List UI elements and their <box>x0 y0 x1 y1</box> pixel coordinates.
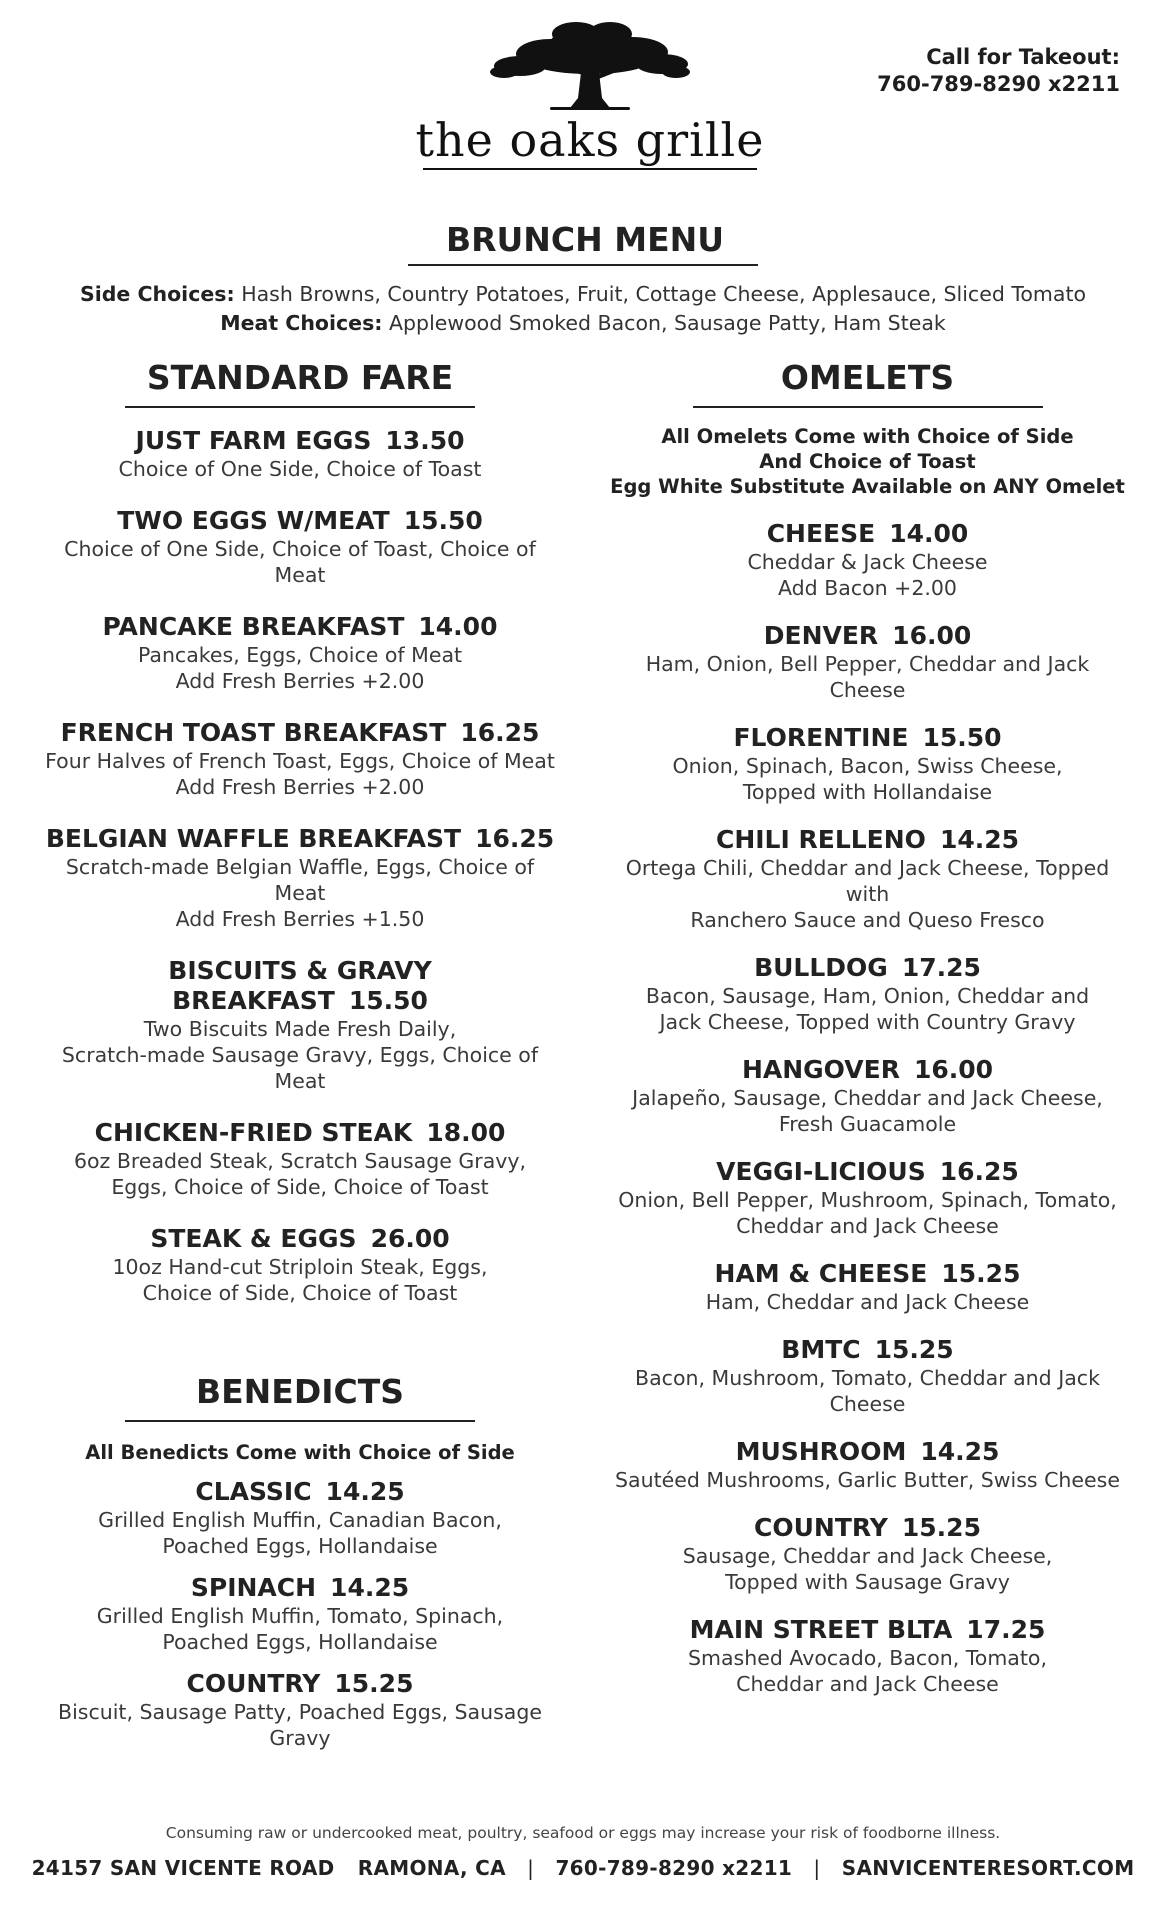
item-name <box>40 718 560 748</box>
item-description: Bacon, Mushroom, Tomato, Cheddar and Jack Cheese <box>635 1366 1100 1416</box>
benedicts-list <box>40 1477 560 1751</box>
item-description: Cheddar and Jack Cheese <box>736 1214 999 1238</box>
item-description: Four Halves of French Toast, Eggs, Choice of Meat <box>45 749 555 773</box>
footer-website: SANVICENTERESORT.COM <box>841 1856 1135 1880</box>
item-description: Choice of One Side, Choice of Toast, Choice of Meat <box>64 537 536 587</box>
menu-item <box>605 953 1130 1035</box>
menu-item <box>40 718 560 800</box>
meat-choices-text: Applewood Smoked Bacon, Sausage Patty, Ham Steak <box>389 311 946 335</box>
standard-fare-list <box>40 426 560 1306</box>
item-name <box>605 953 1130 983</box>
item-title: BULLDOG <box>754 953 888 982</box>
logo <box>410 20 770 170</box>
item-price: 15.50 <box>922 723 1002 752</box>
footer-city: RAMONA, CA <box>357 1856 506 1880</box>
menu-item <box>605 1259 1130 1315</box>
item-title: FRENCH TOAST BREAKFAST <box>60 718 447 747</box>
left-column <box>40 358 560 1751</box>
item-price: 26.00 <box>370 1224 450 1253</box>
item-name <box>605 723 1130 753</box>
menu-item <box>40 1477 560 1559</box>
item-description: Pancakes, Eggs, Choice of Meat <box>137 643 463 667</box>
item-description: 10oz Hand-cut Striploin Steak, Eggs, <box>112 1255 488 1279</box>
item-title: CLASSIC <box>195 1477 312 1506</box>
item-name <box>40 1477 560 1507</box>
item-description: Sautéed Mushrooms, Garlic Butter, Swiss Cheese <box>615 1468 1120 1492</box>
menu-item <box>605 1157 1130 1239</box>
item-name <box>40 956 560 1016</box>
item-name <box>40 426 560 456</box>
item-price: 14.25 <box>330 1573 410 1602</box>
item-description: Biscuit, Sausage Patty, Poached Eggs, Sausage Gravy <box>58 1700 542 1750</box>
omelets-heading: OMELETS <box>693 358 1043 408</box>
menu-item <box>40 1573 560 1655</box>
item-description: Onion, Spinach, Bacon, Swiss Cheese, <box>672 754 1063 778</box>
item-description: 6oz Breaded Steak, Scratch Sausage Gravy, <box>73 1149 527 1173</box>
item-price: 15.50 <box>348 986 428 1015</box>
item-name <box>605 1513 1130 1543</box>
item-title: COUNTRY <box>754 1513 888 1542</box>
item-description: Choice of One Side, Choice of Toast <box>118 457 482 481</box>
item-price: 16.25 <box>939 1157 1019 1186</box>
item-description: Onion, Bell Pepper, Mushroom, Spinach, Tomato, <box>618 1188 1117 1212</box>
omelets-note-line: Egg White Substitute Available on ANY Omelet <box>610 475 1125 498</box>
footer-separator: | <box>527 1856 535 1880</box>
food-safety-disclaimer: Consuming raw or undercooked meat, poultry, seafood or eggs may increase your risk of foodborne illness. <box>165 1824 1001 1842</box>
item-description: Poached Eggs, Hollandaise <box>162 1630 438 1654</box>
takeout-info <box>877 44 1120 98</box>
item-price: 14.25 <box>920 1437 1000 1466</box>
item-title: HANGOVER <box>741 1055 900 1084</box>
item-title: BELGIAN WAFFLE BREAKFAST <box>45 824 462 853</box>
menu-item <box>40 506 560 588</box>
menu-item <box>40 1118 560 1200</box>
item-price: 15.50 <box>403 506 483 535</box>
item-title: JUST FARM EGGS <box>135 426 372 455</box>
item-description: Ranchero Sauce and Queso Fresco <box>690 908 1045 932</box>
footer-phone: 760-789-8290 x2211 <box>555 1856 793 1880</box>
brand-name: the oaks grille <box>415 113 765 167</box>
item-description: Poached Eggs, Hollandaise <box>162 1534 438 1558</box>
menu-item <box>40 824 560 932</box>
item-title: HAM & CHEESE <box>714 1259 928 1288</box>
item-price: 15.25 <box>874 1335 954 1364</box>
item-name <box>40 1669 560 1699</box>
item-name <box>40 1573 560 1603</box>
footer-separator: | <box>813 1856 821 1880</box>
item-price: 15.25 <box>901 1513 981 1542</box>
item-description: Choice of Side, Choice of Toast <box>142 1281 458 1305</box>
page-title: BRUNCH MENU <box>445 220 725 259</box>
menu-item <box>40 612 560 694</box>
item-name <box>605 1259 1130 1289</box>
item-name <box>605 825 1130 855</box>
title-underline <box>408 264 758 266</box>
menu-item <box>605 1615 1130 1697</box>
item-name <box>40 1118 560 1148</box>
item-description: Bacon, Sausage, Ham, Onion, Cheddar and <box>645 984 1090 1008</box>
menu-item <box>605 519 1130 601</box>
menu-item <box>40 1669 560 1751</box>
standard-fare-heading: STANDARD FARE <box>125 358 475 408</box>
item-title: MAIN STREET BLTA <box>689 1615 953 1644</box>
item-price: 16.25 <box>460 718 540 747</box>
item-description: Cheddar and Jack Cheese <box>736 1672 999 1696</box>
item-price: 17.25 <box>901 953 981 982</box>
item-price: 14.00 <box>418 612 498 641</box>
item-name <box>605 1157 1130 1187</box>
footer-contact <box>0 1856 1166 1880</box>
item-name <box>605 1335 1130 1365</box>
item-description: Add Fresh Berries +2.00 <box>175 669 425 693</box>
item-name <box>40 506 560 536</box>
meat-choices-label: Meat Choices: <box>220 311 383 335</box>
item-price: 16.00 <box>913 1055 994 1084</box>
item-name <box>605 1437 1130 1467</box>
item-description: Topped with Hollandaise <box>742 780 993 804</box>
item-description: Ham, Cheddar and Jack Cheese <box>705 1290 1030 1314</box>
item-title: BMTC <box>781 1335 861 1364</box>
item-title: PANCAKE BREAKFAST <box>102 612 405 641</box>
item-description: Add Fresh Berries +2.00 <box>175 775 425 799</box>
side-choices <box>0 280 1166 309</box>
item-title: BISCUITS & GRAVY BREAKFAST <box>168 956 432 1015</box>
oak-tree-icon <box>490 20 690 112</box>
item-name <box>40 612 560 642</box>
item-description: Scratch-made Belgian Waffle, Eggs, Choice of Meat <box>65 855 535 905</box>
item-price: 14.25 <box>939 825 1020 854</box>
item-description: Add Bacon +2.00 <box>778 576 957 600</box>
item-description: Smashed Avocado, Bacon, Tomato, <box>688 1646 1047 1670</box>
item-description: Grilled English Muffin, Tomato, Spinach, <box>96 1604 504 1628</box>
item-description: Ham, Onion, Bell Pepper, Cheddar and Jack Cheese <box>645 652 1090 702</box>
omelets-note-line: And Choice of Toast <box>759 450 976 473</box>
item-title: SPINACH <box>190 1573 317 1602</box>
item-title: TWO EGGS W/MEAT <box>117 506 390 535</box>
menu-item <box>40 956 560 1094</box>
item-title: DENVER <box>763 621 879 650</box>
side-choices-text: Hash Browns, Country Potatoes, Fruit, Cottage Cheese, Applesauce, Sliced Tomato <box>241 282 1087 306</box>
omelets-note-line: All Omelets Come with Choice of Side <box>661 425 1074 448</box>
menu-item <box>605 1513 1130 1595</box>
item-name <box>605 519 1130 549</box>
menu-item <box>605 1055 1130 1137</box>
item-title: COUNTRY <box>186 1669 321 1698</box>
item-description: Add Fresh Berries +1.50 <box>175 907 425 931</box>
item-name <box>605 1615 1130 1645</box>
takeout-phone: 760-789-8290 x2211 <box>877 72 1120 96</box>
item-price: 18.00 <box>426 1118 506 1147</box>
item-title: FLORENTINE <box>733 723 909 752</box>
menu-item <box>605 1335 1130 1417</box>
footer-address: 24157 SAN VICENTE ROAD <box>31 1856 335 1880</box>
item-description: Eggs, Choice of Side, Choice of Toast <box>111 1175 489 1199</box>
item-price: 13.50 <box>385 426 465 455</box>
item-description: Fresh Guacamole <box>778 1112 957 1136</box>
menu-item <box>605 1437 1130 1493</box>
omelets-note <box>605 424 1130 499</box>
meat-choices <box>0 309 1166 338</box>
menu-item <box>40 1224 560 1306</box>
item-title: VEGGI-LICIOUS <box>716 1157 926 1186</box>
item-title: MUSHROOM <box>735 1437 907 1466</box>
omelets-list <box>605 519 1130 1697</box>
item-description: Jalapeño, Sausage, Cheddar and Jack Cheese, <box>632 1086 1103 1110</box>
takeout-label: Call for Takeout: <box>926 45 1120 69</box>
menu-item <box>605 723 1130 805</box>
item-price: 16.25 <box>475 824 555 853</box>
menu-item <box>605 621 1130 703</box>
item-description: Ortega Chili, Cheddar and Jack Cheese, Topped with <box>625 856 1110 906</box>
item-price: 14.00 <box>889 519 969 548</box>
item-price: 15.25 <box>334 1669 414 1698</box>
item-price: 14.25 <box>325 1477 405 1506</box>
logo-underline <box>423 168 757 170</box>
item-price: 17.25 <box>966 1615 1046 1644</box>
item-price: 15.25 <box>941 1259 1021 1288</box>
choices-block <box>0 280 1166 338</box>
item-title: CHICKEN-FRIED STEAK <box>94 1118 413 1147</box>
item-title: STEAK & EGGS <box>150 1224 357 1253</box>
menu-item <box>605 825 1130 933</box>
right-column <box>605 358 1130 1697</box>
item-title: CHEESE <box>766 519 876 548</box>
item-description: Cheddar & Jack Cheese <box>747 550 988 574</box>
item-description: Two Biscuits Made Fresh Daily, <box>143 1017 457 1041</box>
item-title: CHILI RELLENO <box>715 825 926 854</box>
item-name <box>40 824 560 854</box>
benedicts-heading: BENEDICTS <box>125 1372 475 1422</box>
item-description: Scratch-made Sausage Gravy, Eggs, Choice of Meat <box>61 1043 539 1093</box>
item-name <box>605 1055 1130 1085</box>
item-description: Grilled English Muffin, Canadian Bacon, <box>98 1508 502 1532</box>
benedicts-note: All Benedicts Come with Choice of Side <box>85 1441 515 1464</box>
side-choices-label: Side Choices: <box>79 282 235 306</box>
item-name <box>40 1224 560 1254</box>
item-description: Topped with Sausage Gravy <box>725 1570 1010 1594</box>
item-description: Sausage, Cheddar and Jack Cheese, <box>682 1544 1053 1568</box>
item-description: Jack Cheese, Topped with Country Gravy <box>659 1010 1076 1034</box>
item-name <box>605 621 1130 651</box>
item-price: 16.00 <box>892 621 972 650</box>
menu-item <box>40 426 560 482</box>
